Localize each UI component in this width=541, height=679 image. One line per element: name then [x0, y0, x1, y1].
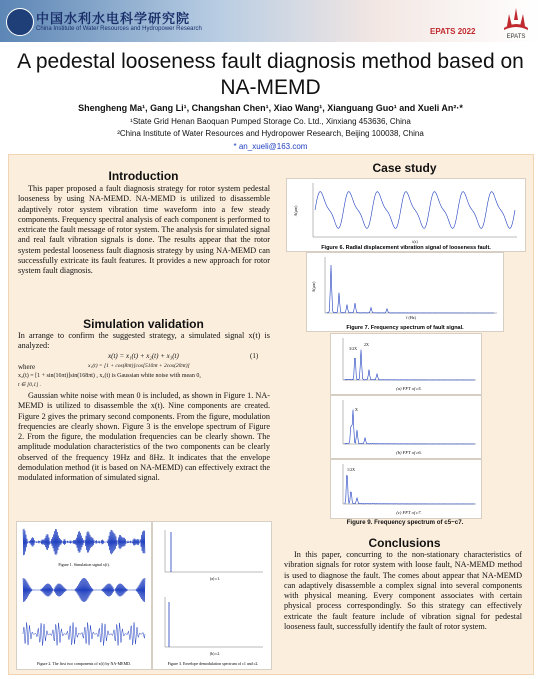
figure-6-vibration-trace [315, 192, 515, 229]
figure-3a-caption: (a) c1. [209, 576, 221, 581]
figure-9c-peak-label: 1/2X [347, 467, 355, 472]
figure-6-x-label: t(s) [412, 239, 418, 244]
figure-7-y-label: A(μm) [311, 281, 316, 293]
figure-3-panel [152, 521, 272, 670]
figure-9b-spectrum-trace [345, 410, 475, 444]
where-line3: t ∈ [0,1] . [18, 382, 41, 388]
figure-9a-peak-label-2: 2X [364, 342, 369, 347]
conclusions-heading: Conclusions [368, 536, 441, 550]
institute-name-cn: 中国水利水电科学研究院 [36, 12, 191, 27]
affiliation-2: ²China Institute of Water Resources and Hydropower Research, Beijing 100038, China [117, 129, 424, 138]
where-line2: x₂(t) = [1 + sin(16πt)]sin(168πt) , x₃(t) is Gaussian white noise with mean 0, [18, 373, 201, 379]
contact-email[interactable]: * an_xueli@163.com [233, 142, 308, 151]
institute-name-en: China Institute of Water Resources and Hydropower Research [36, 26, 202, 32]
introduction-heading: Introduction [108, 169, 179, 183]
equation-1: x(t) = x₁(t) + x₂(t) + x₃(t) [108, 352, 179, 360]
figure-7-spectrum-trace [327, 265, 494, 313]
introduction-text: This paper proposed a fault diagnosis strategy for rotor system pedestal looseness by using NA-MEMD. NA-MEMD is utilized to disassemble adaptively rotor system vibration time waveform into a few steady components. Frequency spectral analysis of each component is performed to extricate the fault message of rotor system. The analysis for simulated signal and real fault vibration signals is done. The results appear that the rotor system pedestal looseness fault diagnosis strategy by using NA-MEMD can successfully extricate its fault features. It provides a new approach for rotor system fault diagnosis. [18, 184, 270, 276]
where-line1: x₁(t) = [1 + cos(8πt)]cos[510πt + 2cos(20πt)] [88, 363, 190, 369]
poster-title-line1: A pedestal looseness fault diagnosis method based on [17, 50, 524, 73]
simulation-body: Gaussian white noise with mean 0 is included, as shown in Figure 1. NA-MEMD is utilized to disassemble the x(t). Nine components are created. Figure 2 gives the primary second components. From the figure, modulation frequencies are clearly shown. Figure 3 is the envelope spectrum of Figure 2. From the figure, the modulation frequencies can be clearly shown. The amplitude modulation characteristics of the two components can be clearly observed of the frequency 19Hz and 8Hz. It indicates that the envelope demodulation method (it is based on NA-MEMD) can effectively extract the modulated information of simulated signal. [18, 391, 270, 483]
figure-6-panel [286, 178, 526, 252]
figure-2-component-c1 [23, 578, 145, 602]
figure-9c-caption: (c) FFT of c7. [396, 510, 422, 515]
conclusions-text: In this paper, concurring to the non-stationary characteristics of vibration signals for rotor system with loose fault, NA-MEMD method is used to diagnose the fault. The comes about appear that NA-MEMD can adaptively disassemble a complex signal into several components with physical meaning. Every component associates with certain physical process correspondingly. So this strategy can effectively extricate the fault feature include of vibration signal for pedestal looseness fault, successfully identify the fault of rotor system. [284, 550, 522, 632]
figure-9b-peak-label: X [355, 407, 358, 412]
figure-3b-caption: (b) c2. [209, 651, 221, 656]
figure-9-caption: Figure 9. Frequency spectrum of c5~c7. [346, 519, 464, 526]
simulation-intro: In arrange to confirm the suggested strategy, a simulated signal x(t) is analyzed: [18, 331, 270, 351]
figure-1-caption: Figure 1. Simulation signal x(t). [58, 562, 110, 567]
figure-2-component-c2 [23, 622, 145, 645]
figure-9a-caption: (a) FFT of c5. [396, 386, 422, 391]
conference-logo-icon [501, 6, 531, 40]
institute-logo-icon [6, 8, 34, 36]
figure-7-caption: Figure 7. Frequency spectrum of fault signal. [346, 325, 464, 331]
figure-9a-panel [330, 333, 482, 395]
affiliation-1: ¹State Grid Henan Baoquan Pumped Storage Co. Ltd., Xinxiang 453636, China [130, 117, 411, 126]
authors: Shengheng Ma¹, Gang Li¹, Changshan Chen¹, Xiao Wang¹, Xianguang Guo¹ and Xueli An²·* [78, 103, 463, 113]
figure-9c-panel [330, 459, 482, 519]
simulation-heading: Simulation validation [83, 317, 204, 331]
figure-3-caption: Figure 3. Envelope demodulation spectrum of c1 and c2. [167, 661, 259, 666]
conference-name: EPATS 2022 [430, 27, 476, 36]
figure-1-2-panel [16, 521, 152, 670]
figure-2-caption: Figure 2. The first two components of x(t) by NA-MEMD. [36, 661, 132, 666]
equation-number: (1) [250, 352, 259, 360]
figure-1-signal-trace [23, 529, 145, 555]
figure-7-x-label: f (Hz) [406, 315, 416, 320]
figure-6-y-label: A(μm) [293, 205, 298, 217]
figure-6-caption: Figure 6. Radial displacement vibration signal of looseness fault. [321, 245, 491, 251]
figure-9b-panel [330, 395, 482, 459]
figure-9b-caption: (b) FFT of c6. [396, 450, 422, 455]
poster-title-line2: NA-MEMD [220, 76, 321, 99]
svg-text:EPATS: EPATS [506, 34, 526, 40]
case-study-heading: Case study [372, 161, 437, 175]
figure-9c-spectrum-trace [345, 476, 475, 505]
figure-7-panel [306, 252, 504, 332]
where-label: where [18, 363, 36, 371]
figure-9a-peak-label-1: 3/2X [349, 346, 357, 351]
figure-9a-spectrum-trace [345, 350, 475, 380]
